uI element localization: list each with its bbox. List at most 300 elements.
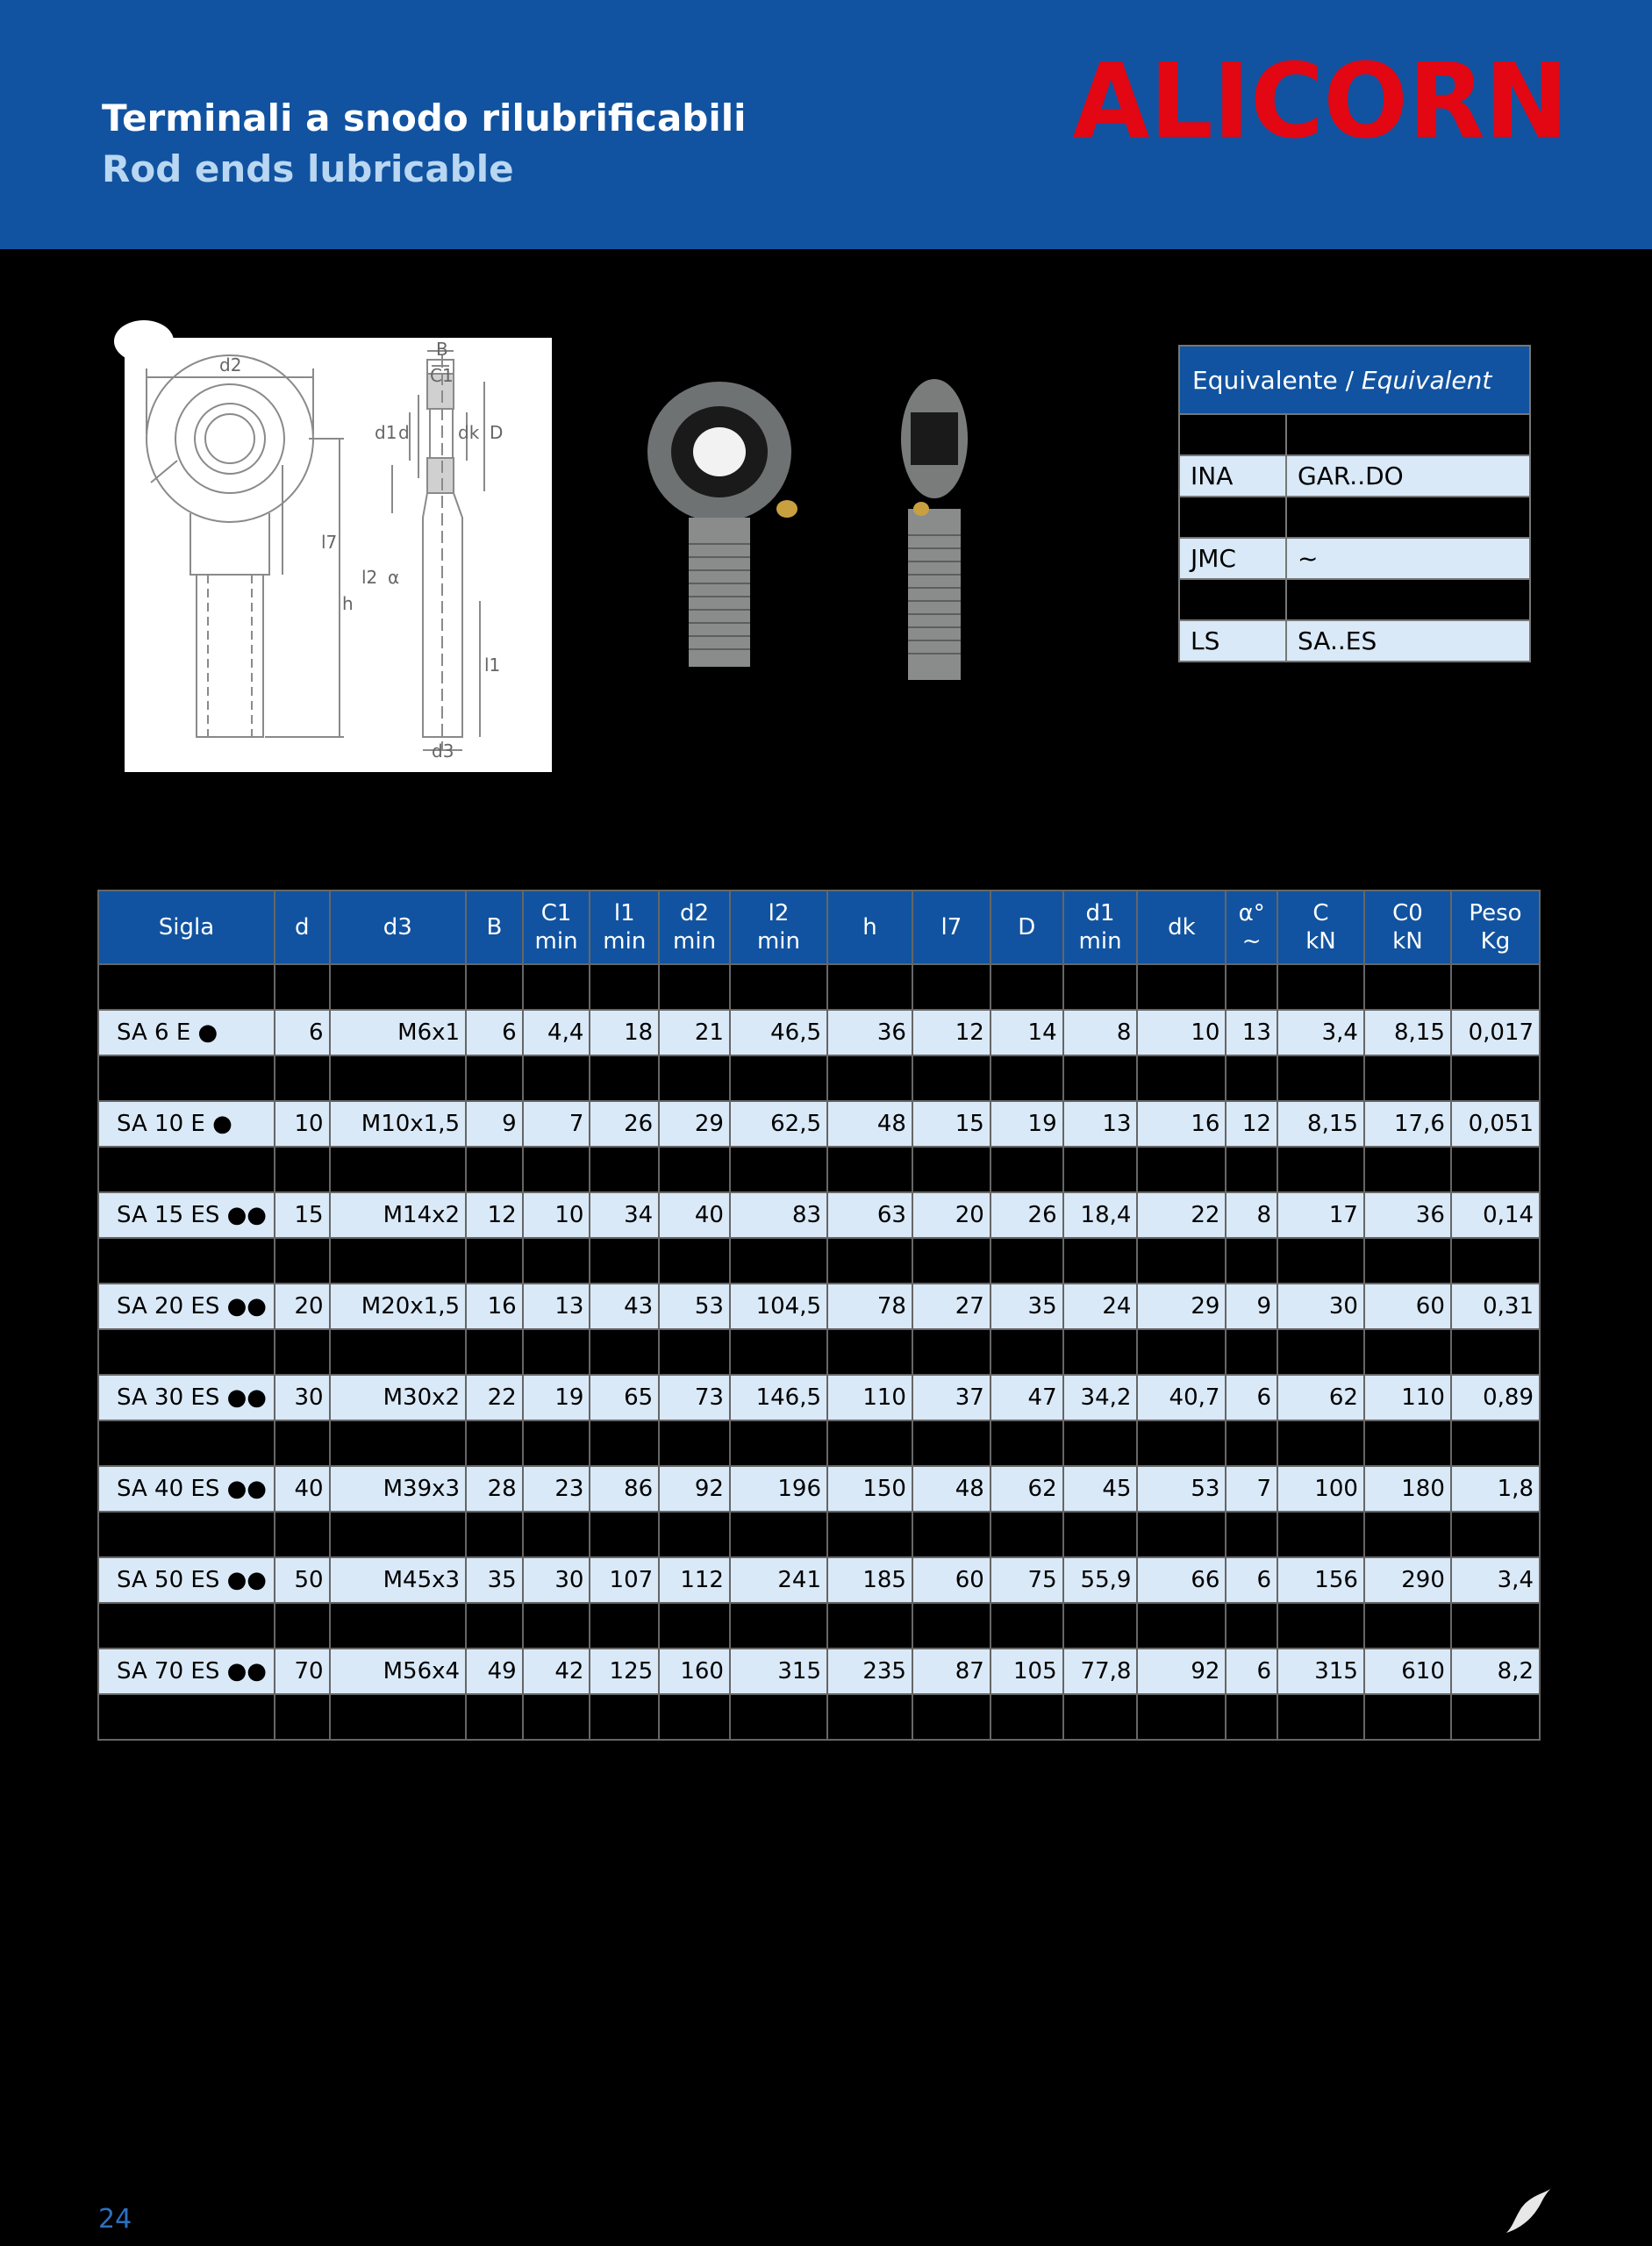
coupling-type	[630, 735, 1159, 802]
table-cell: M6x1	[330, 1010, 467, 1055]
table-cell: 42	[523, 1649, 590, 1694]
table-cell: 100	[912, 1694, 990, 1740]
table-cell: 69	[827, 1238, 912, 1284]
table-cell: 21	[523, 1420, 590, 1466]
column-header: D	[990, 891, 1063, 964]
table-cell: 6	[275, 1010, 330, 1055]
table-cell: 100	[1277, 1466, 1364, 1512]
table-cell: 16	[590, 964, 659, 1010]
column-header: Peso Kg	[1451, 891, 1540, 964]
column-header: Sigla	[98, 891, 275, 964]
table-cell: 34,2	[1063, 1375, 1138, 1420]
table-cell: 28	[466, 1466, 523, 1512]
table-cell: 22	[590, 1055, 659, 1101]
table-cell: 60	[1137, 1512, 1226, 1557]
table-row	[98, 1329, 1540, 1375]
table-cell: 110	[1364, 1375, 1451, 1420]
table-cell: 240	[1364, 1512, 1451, 1557]
table-cell: 45	[1364, 1238, 1451, 1284]
table-cell: 15	[1063, 1147, 1138, 1192]
table-row	[98, 1512, 1540, 1557]
table-cell: 62	[1277, 1375, 1364, 1420]
table-row	[98, 1649, 1540, 1694]
table-cell: 8,2	[1451, 1649, 1540, 1694]
table-cell: 8	[466, 1055, 523, 1101]
table-cell: 19	[990, 1101, 1063, 1147]
table-cell: SA 5 E ○	[98, 964, 275, 1010]
table-cell: 46	[659, 1238, 730, 1284]
table-cell: 185	[827, 1557, 912, 1603]
table-cell: 17,6	[1364, 1101, 1451, 1147]
table-cell: 214	[730, 1512, 827, 1557]
table-row	[98, 1420, 1540, 1466]
table-cell: SA 20 ES ●●	[98, 1284, 275, 1329]
table-cell: 126	[730, 1329, 827, 1375]
label-b: B	[436, 339, 448, 360]
table-cell: 14	[990, 1055, 1063, 1101]
table-cell: 6	[1226, 1375, 1277, 1420]
table-cell: 6	[1226, 1557, 1277, 1603]
table-cell: 13	[1063, 1101, 1138, 1147]
label-l1: l1	[484, 654, 501, 676]
table-cell: 3,4	[1277, 1010, 1364, 1055]
table-cell: 18	[590, 1010, 659, 1055]
label-h: h	[342, 593, 354, 614]
table-cell: 235	[827, 1649, 912, 1694]
table-cell: 146	[1364, 1420, 1451, 1466]
table-row	[98, 1694, 1540, 1740]
table-cell: 82	[659, 1420, 730, 1466]
table-cell: 94	[590, 1512, 659, 1557]
equivalent-row: IKO ~	[1179, 579, 1530, 620]
label-l7: l7	[321, 532, 338, 553]
table-cell: 104,5	[730, 1284, 827, 1329]
label-d: d	[398, 422, 410, 443]
table-cell: 196	[730, 1466, 827, 1512]
table-cell: 64	[659, 1329, 730, 1375]
table-cell: SA 25 ES ○○	[98, 1329, 275, 1375]
table-cell: 10	[1137, 1010, 1226, 1055]
table-cell: 150	[827, 1466, 912, 1512]
table-cell: 20	[275, 1284, 330, 1329]
table-cell: 46,5	[730, 1010, 827, 1055]
table-cell: 21	[659, 964, 730, 1010]
table-cell: M52x3	[330, 1603, 467, 1649]
table-cell: 46,5	[730, 964, 827, 1010]
table-cell: 38	[523, 1603, 590, 1649]
table-cell: 19	[523, 1375, 590, 1420]
table-row	[98, 1466, 1540, 1512]
table-cell: 60	[912, 1557, 990, 1603]
table-cell: 181	[730, 1420, 827, 1466]
table-cell: 245	[1277, 1603, 1364, 1649]
table-cell: 7	[1226, 1466, 1277, 1512]
table-cell: SA 8 E ○	[98, 1055, 275, 1101]
table-cell: SA 30 ES ●●	[98, 1375, 275, 1420]
table-cell: 10,8	[1277, 1147, 1364, 1192]
table-cell: 36	[827, 1010, 912, 1055]
table-cell: 8	[275, 1055, 330, 1101]
table-cell: 17	[523, 1329, 590, 1375]
table-cell: 26	[990, 1192, 1063, 1238]
table-cell: 75	[912, 1603, 990, 1649]
table-cell: 23	[523, 1466, 590, 1512]
table-cell: M12x1,75	[330, 1147, 467, 1192]
table-cell: 30	[275, 1375, 330, 1420]
table-cell: 88,4	[1063, 1694, 1138, 1740]
table-cell: 27	[912, 1284, 990, 1329]
table-cell: 52	[912, 1512, 990, 1557]
table-cell: 6	[523, 1055, 590, 1101]
table-cell: 315	[1277, 1649, 1364, 1694]
table-cell: 315	[730, 1649, 827, 1694]
table-cell: 22	[1137, 1192, 1226, 1238]
table-cell: 6	[466, 964, 523, 1010]
table-cell: 7	[523, 1101, 590, 1147]
equivalent-table	[1178, 345, 1531, 662]
table-cell: 83	[730, 1192, 827, 1238]
column-header: d3	[330, 891, 467, 964]
column-header: B	[466, 891, 523, 964]
page-title-italian: Terminali a snodo rilubrificabili	[102, 97, 747, 139]
table-cell: 35	[990, 1284, 1063, 1329]
column-header: l2 min	[730, 891, 827, 964]
table-cell: 14	[990, 964, 1063, 1010]
table-cell: 3,4	[1277, 964, 1364, 1010]
table-cell: 37	[912, 1375, 990, 1420]
table-cell: 12	[1451, 1694, 1540, 1740]
equivalent-row: LS SA..ES	[1179, 620, 1530, 662]
table-cell: 9	[1226, 1284, 1277, 1329]
table-cell: 210	[827, 1603, 912, 1649]
table-cell: 92	[659, 1466, 730, 1512]
table-cell: 400	[1277, 1694, 1364, 1740]
column-header: l7	[912, 891, 990, 964]
table-cell: 75	[990, 1557, 1063, 1603]
table-cell: 35	[275, 1420, 330, 1466]
table-cell: 24,5	[1364, 1147, 1451, 1192]
table-cell: 0,017	[1451, 1010, 1540, 1055]
table-cell: SA 70 ES ●●	[98, 1649, 275, 1694]
table-cell: 12	[1226, 1101, 1277, 1147]
table-cell: 22	[466, 1375, 523, 1420]
column-header: l1 min	[590, 891, 659, 964]
table-cell: 62,5	[730, 1101, 827, 1147]
table-cell: 102	[659, 1512, 730, 1557]
table-cell: 105	[1137, 1694, 1226, 1740]
table-cell: 140	[827, 1420, 912, 1466]
table-cell: 110	[827, 1375, 912, 1420]
table-header-row	[98, 891, 1540, 964]
table-cell: 30	[1277, 1284, 1364, 1329]
table-cell: 32	[466, 1512, 523, 1557]
table-cell: SA 60 ES ○○	[98, 1603, 275, 1649]
column-header: d	[275, 891, 330, 964]
table-cell: 0,89	[1451, 1375, 1540, 1420]
table-cell: 36	[1364, 1192, 1451, 1238]
table-cell: 18	[912, 1147, 990, 1192]
table-cell: 3,4	[1451, 1557, 1540, 1603]
table-cell: 24	[659, 1055, 730, 1101]
table-cell: 40,7	[1137, 1375, 1226, 1420]
table-cell: 7	[1063, 964, 1138, 1010]
table-cell: M10x1,5	[330, 1101, 467, 1147]
logo-text: ALICORN	[1072, 51, 1569, 147]
rod-end-front-photo	[640, 377, 825, 680]
table-cell: 80	[275, 1694, 330, 1740]
table-row	[98, 1238, 1540, 1284]
table-cell: 47	[990, 1375, 1063, 1420]
table-cell: SA 6 E ●	[98, 1010, 275, 1055]
table-cell: 50,7	[1063, 1512, 1138, 1557]
table-cell: 13	[523, 1284, 590, 1329]
table-cell: 140	[590, 1694, 659, 1740]
table-cell: 15	[1226, 1055, 1277, 1101]
table-cell: 6	[1226, 1603, 1277, 1649]
table-cell: 0,31	[1451, 1284, 1540, 1329]
label-d2: d2	[219, 354, 242, 376]
table-cell: 20	[912, 1192, 990, 1238]
equivalent-row: ASK FA..	[1179, 497, 1530, 538]
table-cell: 5,9	[1451, 1603, 1540, 1649]
table-cell: 42	[912, 1420, 990, 1466]
table-cell: 78	[827, 1284, 912, 1329]
table-cell: 7	[1226, 1329, 1277, 1375]
table-cell: 43	[590, 1284, 659, 1329]
table-row	[98, 1192, 1540, 1238]
table-cell: 20,7	[1063, 1238, 1138, 1284]
table-cell: 54	[730, 1055, 827, 1101]
column-header: h	[827, 891, 912, 964]
table-cell: 36	[590, 1238, 659, 1284]
table-cell: 34	[659, 1147, 730, 1192]
table-cell: M56x4	[330, 1649, 467, 1694]
table-cell: 105	[990, 1649, 1063, 1694]
table-cell: 750	[1364, 1694, 1451, 1740]
table-cell: 14	[990, 1010, 1063, 1055]
table-cell: 92	[1137, 1649, 1226, 1694]
footnote-left-screw: Per filettatura sinistrosa suffisso "L". Es. SAL 8 E / For left screw suffix "L". Ex. SAL 8 E	[102, 2157, 1157, 2186]
label-dk: dk	[458, 422, 480, 443]
table-cell: 610	[1364, 1649, 1451, 1694]
table-cell: 45	[1063, 1466, 1138, 1512]
table-cell: M14x2	[330, 1192, 467, 1238]
table-cell: 160	[659, 1649, 730, 1694]
table-cell: 25	[1137, 1238, 1226, 1284]
table-cell: 0,028	[1451, 1055, 1540, 1101]
footnote-unlubricated: ○ Non rilubrificabile / Unlubricated	[102, 2096, 530, 2125]
table-row	[98, 1284, 1540, 1329]
label-c1: C1	[430, 365, 454, 386]
table-cell: 127	[1277, 1512, 1364, 1557]
table-cell: 49	[466, 1649, 523, 1694]
table-cell: 6	[1226, 1420, 1277, 1466]
table-row	[98, 1147, 1540, 1192]
table-cell: SA 35 ES ○○	[98, 1420, 275, 1466]
table-cell: 0,086	[1451, 1147, 1540, 1192]
table-cell: SA 12 E	[98, 1147, 275, 1192]
table-cell: 12	[912, 1010, 990, 1055]
table-cell: 45	[275, 1512, 330, 1557]
table-cell: 5	[275, 964, 330, 1010]
coupling-type-italian: Tipo di accoppiamento: Acciaio/Acciaio	[630, 736, 1159, 768]
page-title-english: Rod ends lubricable	[102, 147, 514, 190]
table-cell: 83	[1364, 1329, 1451, 1375]
table-cell: M45x3	[330, 1557, 467, 1603]
table-cell: 11	[1226, 1147, 1277, 1192]
table-cell: 14	[466, 1238, 523, 1284]
label-l2: l2	[361, 567, 378, 588]
coupling-type-english: Coupling type: Steel/Steel	[630, 769, 984, 801]
table-cell: 29	[1137, 1284, 1226, 1329]
table-cell: 60	[275, 1603, 330, 1649]
alicorn-logo	[1070, 51, 1570, 147]
table-cell: 48	[1277, 1329, 1364, 1375]
table-cell: 10	[1063, 1055, 1138, 1101]
table-cell: 11	[523, 1238, 590, 1284]
table-cell: 5,50	[1277, 1055, 1364, 1101]
table-cell: 80	[1137, 1603, 1226, 1649]
table-cell: 24	[1063, 1284, 1138, 1329]
table-cell: SA 17 ES ○○	[98, 1238, 275, 1284]
table-cell: 9	[466, 1101, 523, 1147]
table-cell: 270	[827, 1694, 912, 1740]
table-cell: 290	[1364, 1557, 1451, 1603]
equivalent-row: JMC ~	[1179, 538, 1530, 579]
table-cell: 135	[659, 1603, 730, 1649]
table-row	[98, 964, 1540, 1010]
table-cell: 21,2	[1277, 1238, 1364, 1284]
table-cell: SA 15 ES ●●	[98, 1192, 275, 1238]
label-D: D	[490, 422, 504, 443]
table-cell: 241	[730, 1557, 827, 1603]
table-cell: 26	[590, 1101, 659, 1147]
table-cell: 180	[659, 1694, 730, 1740]
table-cell: 4,4	[523, 964, 590, 1010]
table-cell: 47	[523, 1694, 590, 1740]
table-cell: 55	[990, 1420, 1063, 1466]
table-cell: 0,19	[1451, 1238, 1540, 1284]
table-cell: 0,051	[1451, 1101, 1540, 1147]
table-cell: 17	[1277, 1192, 1364, 1238]
table-cell: M5x0,8	[330, 964, 467, 1010]
table-cell: 16	[466, 1284, 523, 1329]
table-cell: 54	[827, 1147, 912, 1192]
table-cell: 5,5	[1364, 964, 1451, 1010]
label-d1: d1	[375, 422, 397, 443]
table-cell: 55	[466, 1694, 523, 1740]
footnotes	[102, 2095, 1157, 2187]
table-cell: 77,8	[1063, 1649, 1138, 1694]
table-cell: 25	[466, 1420, 523, 1466]
table-cell: 63	[827, 1192, 912, 1238]
table-cell: 180	[1364, 1466, 1451, 1512]
table-cell: 13	[1226, 964, 1277, 1010]
table-cell: 1,8	[1451, 1466, 1540, 1512]
table-cell: 47	[1137, 1420, 1226, 1466]
table-cell: SA 10 E ●	[98, 1101, 275, 1147]
equivalent-row: INA GAR..DO	[1179, 455, 1530, 497]
table-cell: 90	[990, 1603, 1063, 1649]
table-cell: 55,9	[1063, 1557, 1138, 1603]
table-cell: SA 40 ES ●●	[98, 1466, 275, 1512]
table-cell: 60	[1364, 1284, 1451, 1329]
table-cell: 115	[590, 1603, 659, 1649]
table-cell: SA 50 ES ●●	[98, 1557, 275, 1603]
table-cell: 120	[990, 1694, 1063, 1740]
table-cell: 35	[466, 1557, 523, 1603]
table-row	[98, 1055, 1540, 1101]
table-cell: 6	[1226, 1649, 1277, 1694]
column-header: dk	[1137, 891, 1226, 964]
table-cell: M20x1,5	[330, 1284, 467, 1329]
table-cell: 0,14	[1451, 1192, 1540, 1238]
table-cell: 18,4	[1063, 1192, 1138, 1238]
table-cell: 163	[827, 1512, 912, 1557]
table-cell: 4,4	[523, 1010, 590, 1055]
table-cell: 87	[912, 1649, 990, 1694]
page-number: 24	[98, 2204, 132, 2235]
table-cell: 17	[275, 1238, 330, 1284]
table-cell: 36	[827, 964, 912, 1010]
table-cell: 15	[275, 1192, 330, 1238]
technical-drawing	[125, 338, 552, 772]
table-cell: M64x4	[330, 1694, 467, 1740]
table-cell: 8	[523, 1147, 590, 1192]
table-cell: 62	[990, 1466, 1063, 1512]
table-cell: 50	[275, 1557, 330, 1603]
column-header: d1 min	[1063, 891, 1138, 964]
table-cell: 10	[1226, 1238, 1277, 1284]
table-cell: 94	[827, 1329, 912, 1375]
table-cell: 13	[1226, 1010, 1277, 1055]
table-cell: 21	[659, 1010, 730, 1055]
table-cell: 65	[590, 1375, 659, 1420]
table-cell: 73	[659, 1375, 730, 1420]
column-header: C0 kN	[1364, 891, 1451, 964]
table-cell: 450	[1364, 1603, 1451, 1649]
table-cell: 44	[466, 1603, 523, 1649]
table-cell: 48	[912, 1466, 990, 1512]
table-cell: 125	[590, 1649, 659, 1694]
table-cell: 22	[990, 1147, 1063, 1192]
table-row	[98, 1375, 1540, 1420]
table-cell: 15	[912, 1101, 990, 1147]
table-cell: 35,5	[1137, 1329, 1226, 1375]
table-cell: 29	[659, 1101, 730, 1147]
table-cell: 23	[912, 1238, 990, 1284]
table-cell: 34	[590, 1192, 659, 1238]
table-cell: 8	[1063, 1010, 1138, 1055]
table-cell: 30	[990, 1238, 1063, 1284]
leaf-icon	[1502, 2185, 1555, 2237]
table-cell: 18	[1137, 1147, 1226, 1192]
table-cell: 8	[1226, 1192, 1277, 1238]
table-cell: 53	[590, 1329, 659, 1375]
table-cell: 277,5	[730, 1603, 827, 1649]
table-cell: 8,15	[1277, 1101, 1364, 1147]
table-cell: 40	[659, 1192, 730, 1238]
specification-table	[97, 890, 1541, 1741]
table-cell: M42x3	[330, 1512, 467, 1557]
table-cell: 82	[590, 1420, 659, 1466]
column-header: C kN	[1277, 891, 1364, 964]
table-cell: 11	[912, 964, 990, 1010]
table-cell: M36x3	[330, 1420, 467, 1466]
table-cell: 107	[590, 1557, 659, 1603]
table-cell: 53	[1137, 1466, 1226, 1512]
table-cell: 16	[1137, 1101, 1226, 1147]
